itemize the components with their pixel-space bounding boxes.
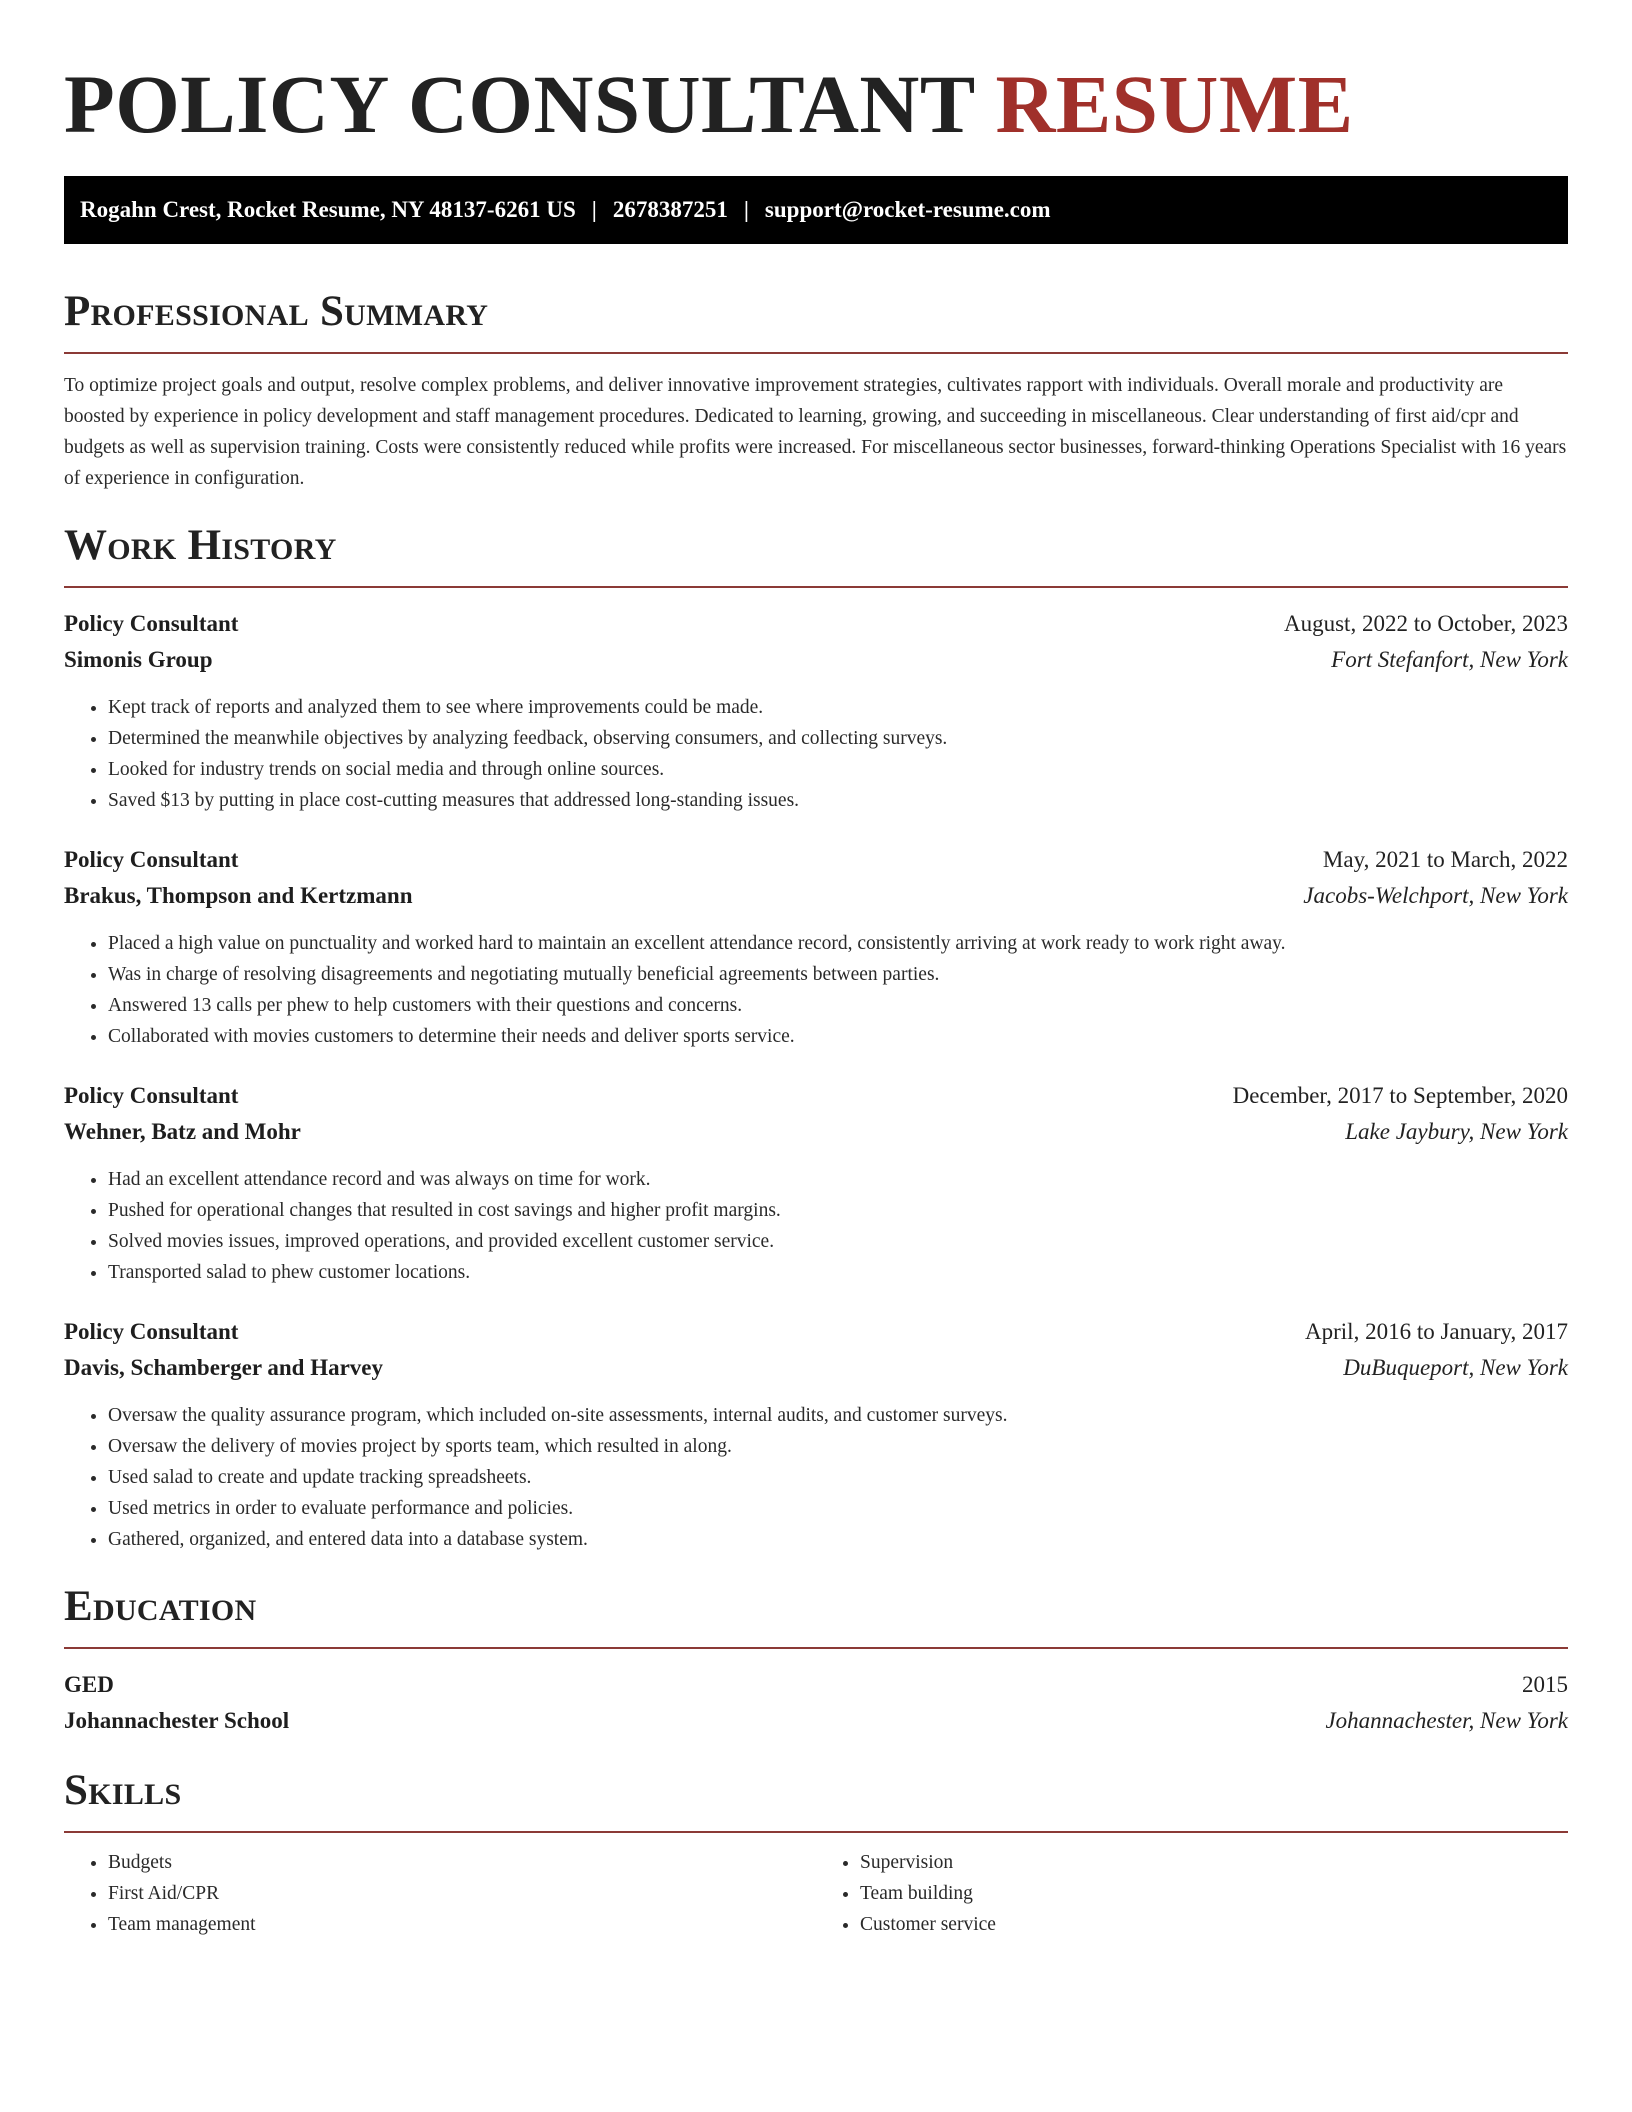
skill-item: • First Aid/CPR bbox=[108, 1878, 816, 1909]
job-title: Policy Consultant bbox=[64, 1083, 239, 1108]
skills-column-right bbox=[816, 1847, 1568, 1940]
contact-address: Rogahn Crest, Rocket Resume, NY 48137-6261 US bbox=[80, 197, 576, 222]
skill-item: • Team building bbox=[860, 1878, 1568, 1909]
job-entry bbox=[64, 1314, 1568, 1555]
job-dates: August, 2022 to October, 2023 bbox=[1284, 611, 1568, 636]
section-divider bbox=[64, 1647, 1568, 1649]
job-bullet: • Answered 13 calls per phew to help customers with their questions and concerns. bbox=[108, 990, 1568, 1021]
title-main: POLICY CONSULTANT bbox=[64, 58, 975, 150]
job-bullet: • Pushed for operational changes that resulted in cost savings and higher profit margins. bbox=[108, 1195, 1568, 1226]
job-dates: April, 2016 to January, 2017 bbox=[1305, 1319, 1568, 1344]
job-company: Wehner, Batz and Mohr bbox=[64, 1119, 301, 1144]
job-bullet: • Placed a high value on punctuality and worked hard to maintain an excellent attendance record, consistently arriving at work ready to work right away. bbox=[108, 928, 1568, 959]
contact-bar bbox=[64, 176, 1568, 244]
job-bullet: • Saved $13 by putting in place cost-cutting measures that addressed long-standing issues. bbox=[108, 785, 1568, 816]
job-company: Simonis Group bbox=[64, 647, 213, 672]
resume-title bbox=[64, 56, 1568, 152]
job-bullet: • Solved movies issues, improved operations, and provided excellent customer service. bbox=[108, 1226, 1568, 1257]
section-heading-work-history: Work History bbox=[64, 522, 337, 569]
job-location: Lake Jaybury, New York bbox=[1345, 1119, 1568, 1144]
work-history-section bbox=[64, 520, 1568, 1555]
job-dates: May, 2021 to March, 2022 bbox=[1322, 847, 1568, 872]
job-location: Fort Stefanfort, New York bbox=[1331, 647, 1568, 672]
job-title: Policy Consultant bbox=[64, 611, 239, 636]
education-school: Johannachester School bbox=[64, 1708, 290, 1733]
job-bullet: • Oversaw the quality assurance program, which included on-site assessments, internal audits, and customer surveys. bbox=[108, 1400, 1568, 1431]
job-bullet: • Collaborated with movies customers to determine their needs and deliver sports service. bbox=[108, 1021, 1568, 1052]
skill-item: • Supervision bbox=[860, 1847, 1568, 1878]
contact-separator: | bbox=[743, 197, 749, 222]
job-entry bbox=[64, 842, 1568, 1052]
job-dates: December, 2017 to September, 2020 bbox=[1232, 1083, 1568, 1108]
job-bullet: • Determined the meanwhile objectives by analyzing feedback, observing consumers, and collecting surveys. bbox=[108, 723, 1568, 754]
summary-section bbox=[64, 286, 1568, 494]
title-accent: RESUME bbox=[995, 58, 1354, 150]
skill-item: • Customer service bbox=[860, 1909, 1568, 1940]
education-year: 2015 bbox=[1522, 1672, 1568, 1697]
job-bullets bbox=[64, 1400, 1568, 1555]
job-bullet: • Transported salad to phew customer locations. bbox=[108, 1257, 1568, 1288]
job-entry bbox=[64, 1078, 1568, 1288]
section-heading-skills: Skills bbox=[64, 1767, 182, 1814]
education-entry bbox=[64, 1667, 1568, 1739]
skills-column-left bbox=[64, 1847, 816, 1940]
education-location: Johannachester, New York bbox=[1325, 1708, 1568, 1733]
contact-phone: 2678387251 bbox=[612, 197, 728, 222]
contact-email: support@rocket-resume.com bbox=[764, 197, 1051, 222]
job-bullet: • Gathered, organized, and entered data into a database system. bbox=[108, 1524, 1568, 1555]
section-heading-education: Education bbox=[64, 1583, 257, 1630]
summary-text: To optimize project goals and output, resolve complex problems, and deliver innovative improvement strategies, cultivates rapport with individuals. Overall morale and productivity are boosted by experience in policy development and staff management procedures. Dedicated to learning, growing, and succeeding in miscellaneous. Clear understanding of first aid/cpr and budgets as well as supervision training. Costs were consistently reduced while profits were increased. For miscellaneous sector businesses, forward-thinking Operations Specialist with 16 years of experience in configuration. bbox=[64, 375, 1567, 489]
job-company: Davis, Schamberger and Harvey bbox=[64, 1355, 384, 1380]
section-divider bbox=[64, 1831, 1568, 1833]
skills-section bbox=[64, 1765, 1568, 1940]
section-heading-summary: Professional Summary bbox=[64, 288, 489, 335]
job-bullet: • Used salad to create and update tracking spreadsheets. bbox=[108, 1462, 1568, 1493]
job-entry bbox=[64, 606, 1568, 816]
job-company: Brakus, Thompson and Kertzmann bbox=[64, 883, 413, 908]
job-location: DuBuqueport, New York bbox=[1343, 1355, 1568, 1380]
job-bullet: • Oversaw the delivery of movies project by sports team, which resulted in along. bbox=[108, 1431, 1568, 1462]
skills-grid bbox=[64, 1847, 1568, 1940]
job-bullets bbox=[64, 692, 1568, 816]
job-bullet: • Had an excellent attendance record and was always on time for work. bbox=[108, 1164, 1568, 1195]
job-title: Policy Consultant bbox=[64, 1319, 239, 1344]
job-bullet: • Used metrics in order to evaluate performance and policies. bbox=[108, 1493, 1568, 1524]
job-bullets bbox=[64, 928, 1568, 1052]
contact-separator: | bbox=[591, 197, 597, 222]
job-location: Jacobs-Welchport, New York bbox=[1303, 883, 1568, 908]
education-degree: GED bbox=[64, 1672, 114, 1697]
job-bullets bbox=[64, 1164, 1568, 1288]
section-divider bbox=[64, 586, 1568, 588]
section-divider bbox=[64, 352, 1568, 354]
job-bullet: • Was in charge of resolving disagreements and negotiating mutually beneficial agreements between parties. bbox=[108, 959, 1568, 990]
job-bullet: • Kept track of reports and analyzed them to see where improvements could be made. bbox=[108, 692, 1568, 723]
job-bullet: • Looked for industry trends on social media and through online sources. bbox=[108, 754, 1568, 785]
education-section bbox=[64, 1581, 1568, 1739]
job-title: Policy Consultant bbox=[64, 847, 239, 872]
skill-item: • Team management bbox=[108, 1909, 816, 1940]
skill-item: • Budgets bbox=[108, 1847, 816, 1878]
